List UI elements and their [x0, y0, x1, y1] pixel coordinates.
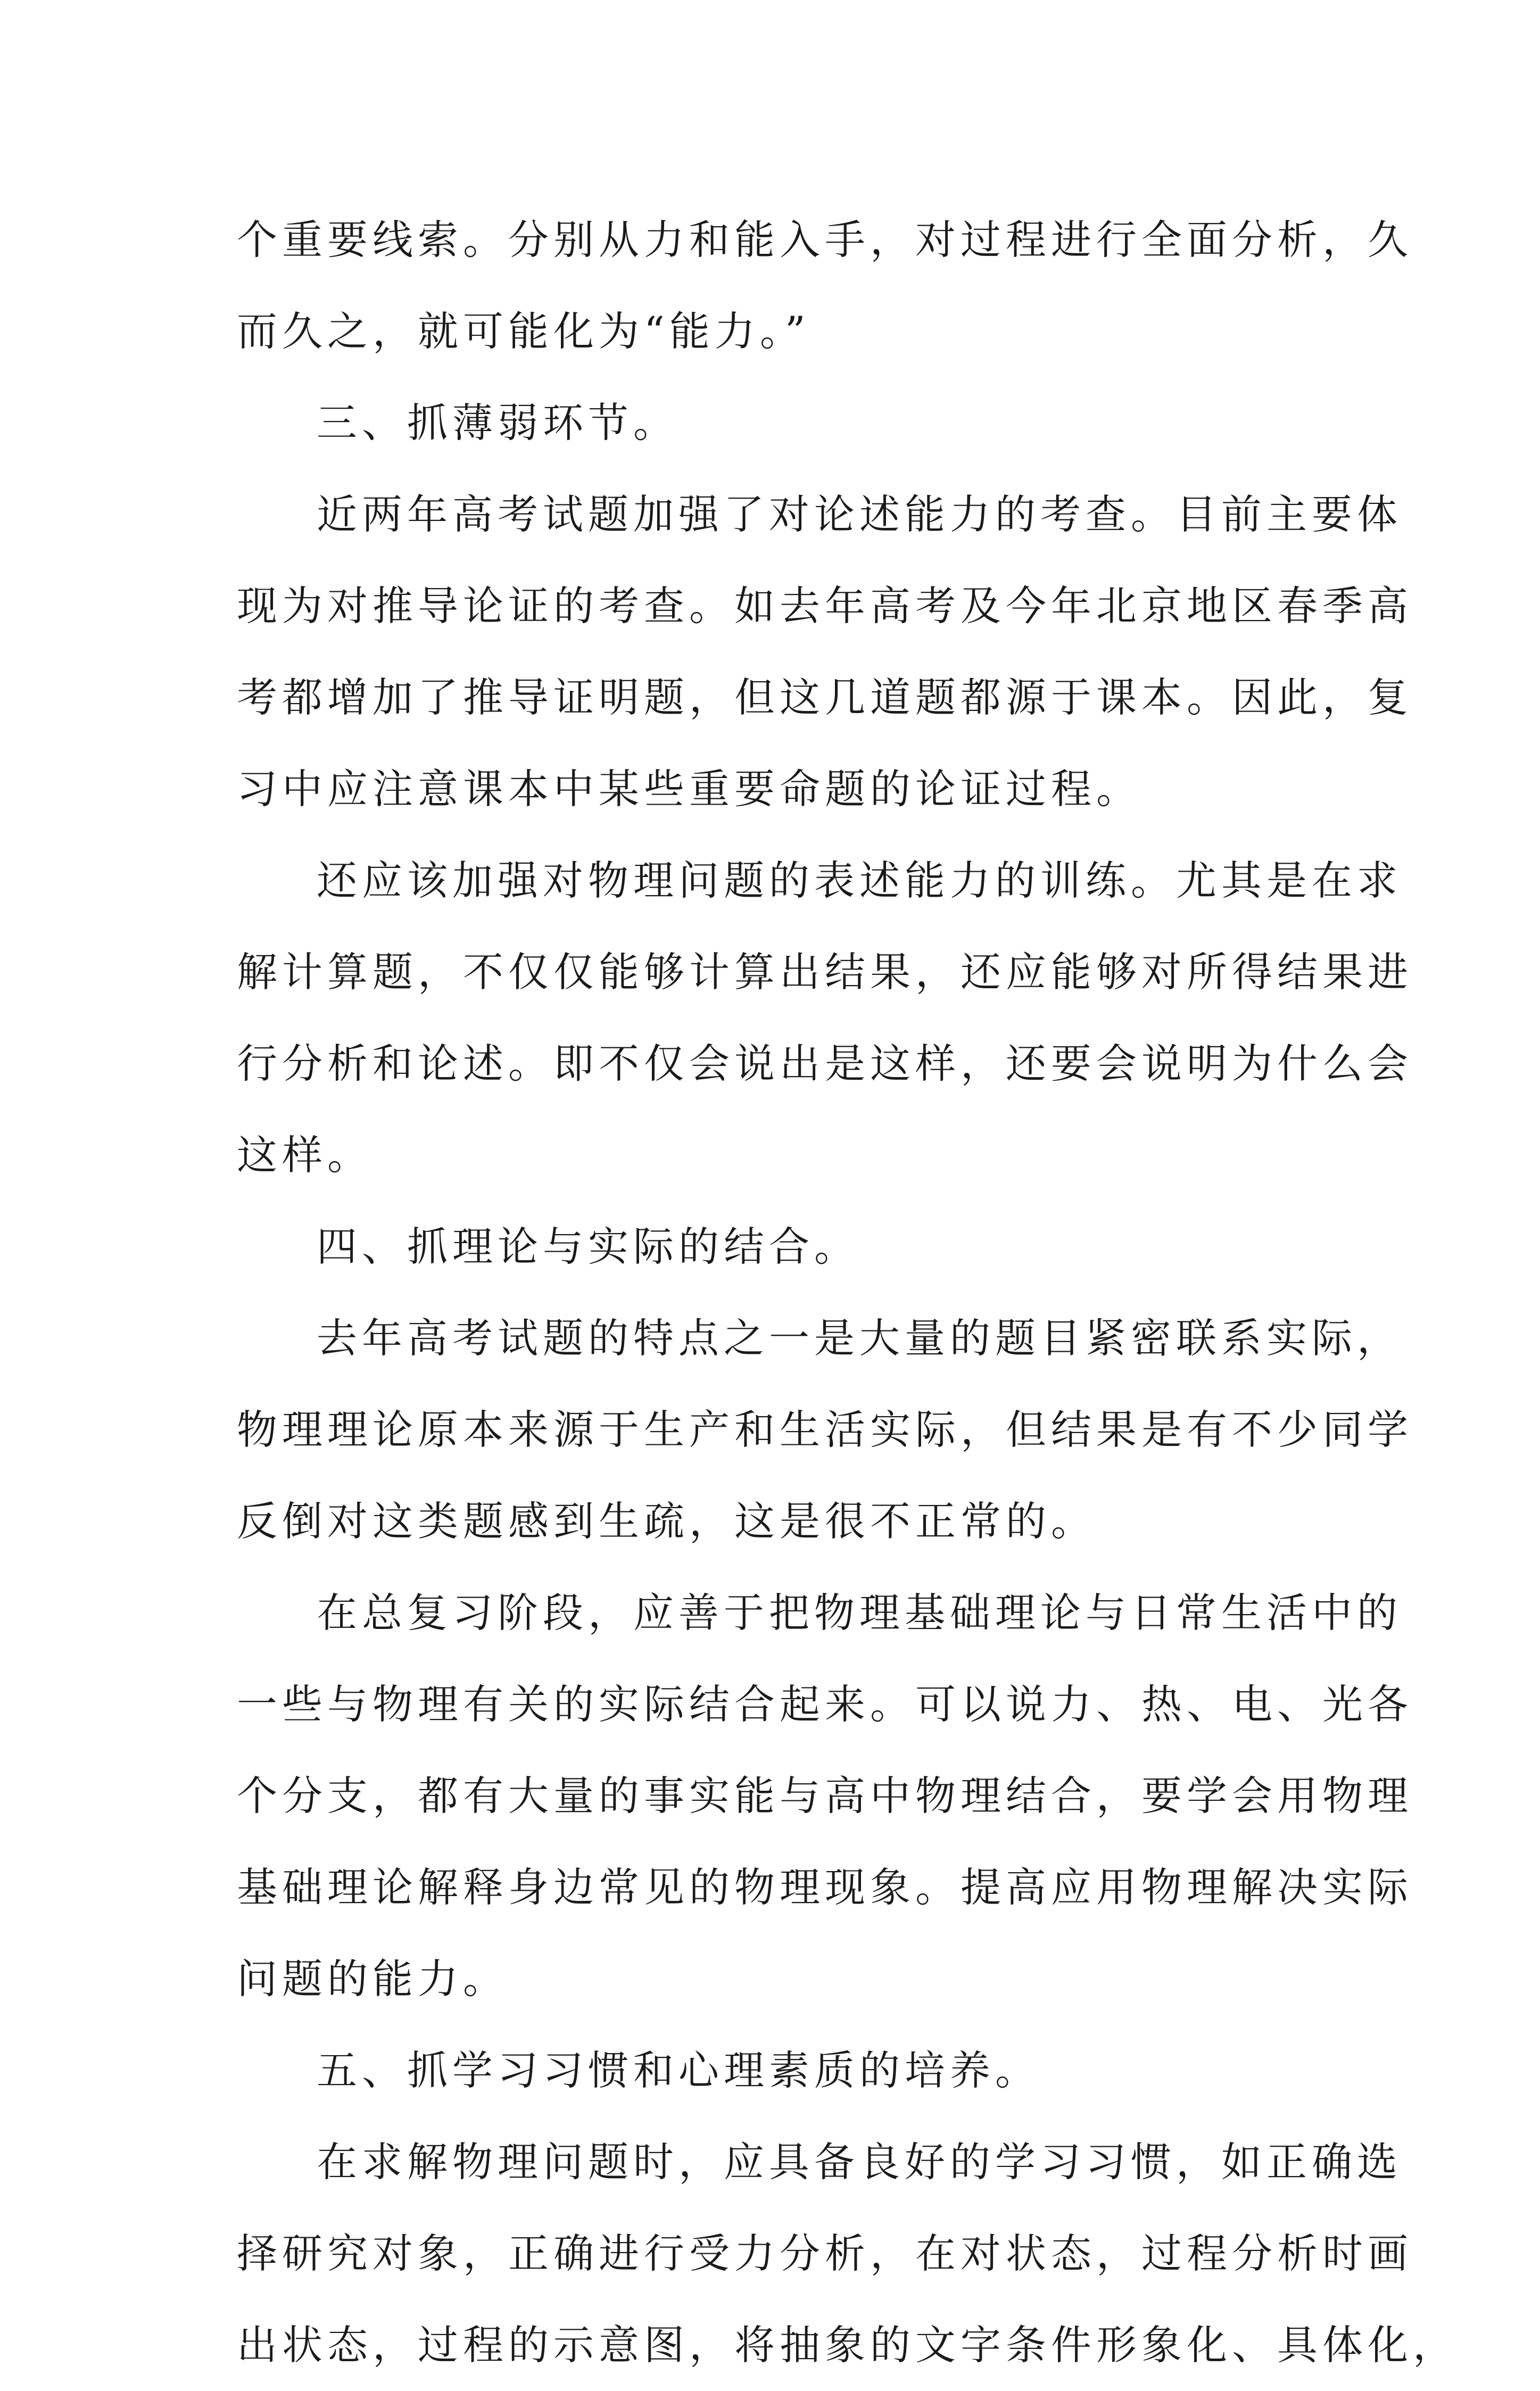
text-line: 出状态，过程的示意图，将抽象的文字条件形象化、具体化， [237, 2321, 1458, 2369]
text-line: 习中应注意课本中某些重要命题的论证过程。 [237, 765, 1141, 813]
text-line: 近两年高考试题加强了对论述能力的考查。目前主要体 [317, 491, 1402, 538]
text-line: 去年高考试题的特点之一是大量的题目紧密联系实际， [317, 1314, 1402, 1362]
text-line: 在总复习阶段，应善于把物理基础理论与日常生活中的 [317, 1589, 1402, 1636]
body-text [237, 194, 1458, 2391]
text-line: 现为对推导论证的考查。如去年高考及今年北京地区春季高 [237, 582, 1413, 630]
text-line: 个重要线索。分别从力和能入手，对过程进行全面分析，久 [237, 216, 1413, 263]
text-line: 而久之，就可能化为“能力。” [237, 308, 810, 355]
section-heading: 四、抓理论与实际的结合。 [317, 1223, 859, 1270]
text-line: 这样。 [237, 1131, 372, 1179]
text-line: 在求解物理问题时，应具备良好的学习习惯，如正确选 [317, 2138, 1402, 2186]
section-heading: 三、抓薄弱环节。 [317, 399, 678, 446]
text-line: 还应该加强对物理问题的表述能力的训练。尤其是在求 [317, 857, 1402, 904]
text-line: 个分支，都有大量的事实能与高中物理结合，要学会用物理 [237, 1772, 1413, 1819]
text-line: 一些与物理有关的实际结合起来。可以说力、热、电、光各 [237, 1681, 1413, 1728]
text-line: 基础理论解释身边常见的物理现象。提高应用物理解决实际 [237, 1864, 1413, 1911]
text-line: 择研究对象，正确进行受力分析，在对状态，过程分析时画 [237, 2230, 1413, 2277]
section-heading: 五、抓学习习惯和心理素质的培养。 [317, 2047, 1040, 2094]
text-line: 物理理论原本来源于生产和生活实际，但结果是有不少同学 [237, 1406, 1413, 1453]
text-line: 解计算题，不仅仅能够计算出结果，还应能够对所得结果进 [237, 948, 1413, 996]
text-line: 行分析和论述。即不仅会说出是这样，还要会说明为什么会 [237, 1040, 1413, 1087]
text-line: 考都增加了推导证明题，但这几道题都源于课本。因此，复 [237, 674, 1413, 721]
text-line: 反倒对这类题感到生疏，这是很不正常的。 [237, 1498, 1096, 1545]
text-line: 问题的能力。 [237, 1955, 508, 2003]
